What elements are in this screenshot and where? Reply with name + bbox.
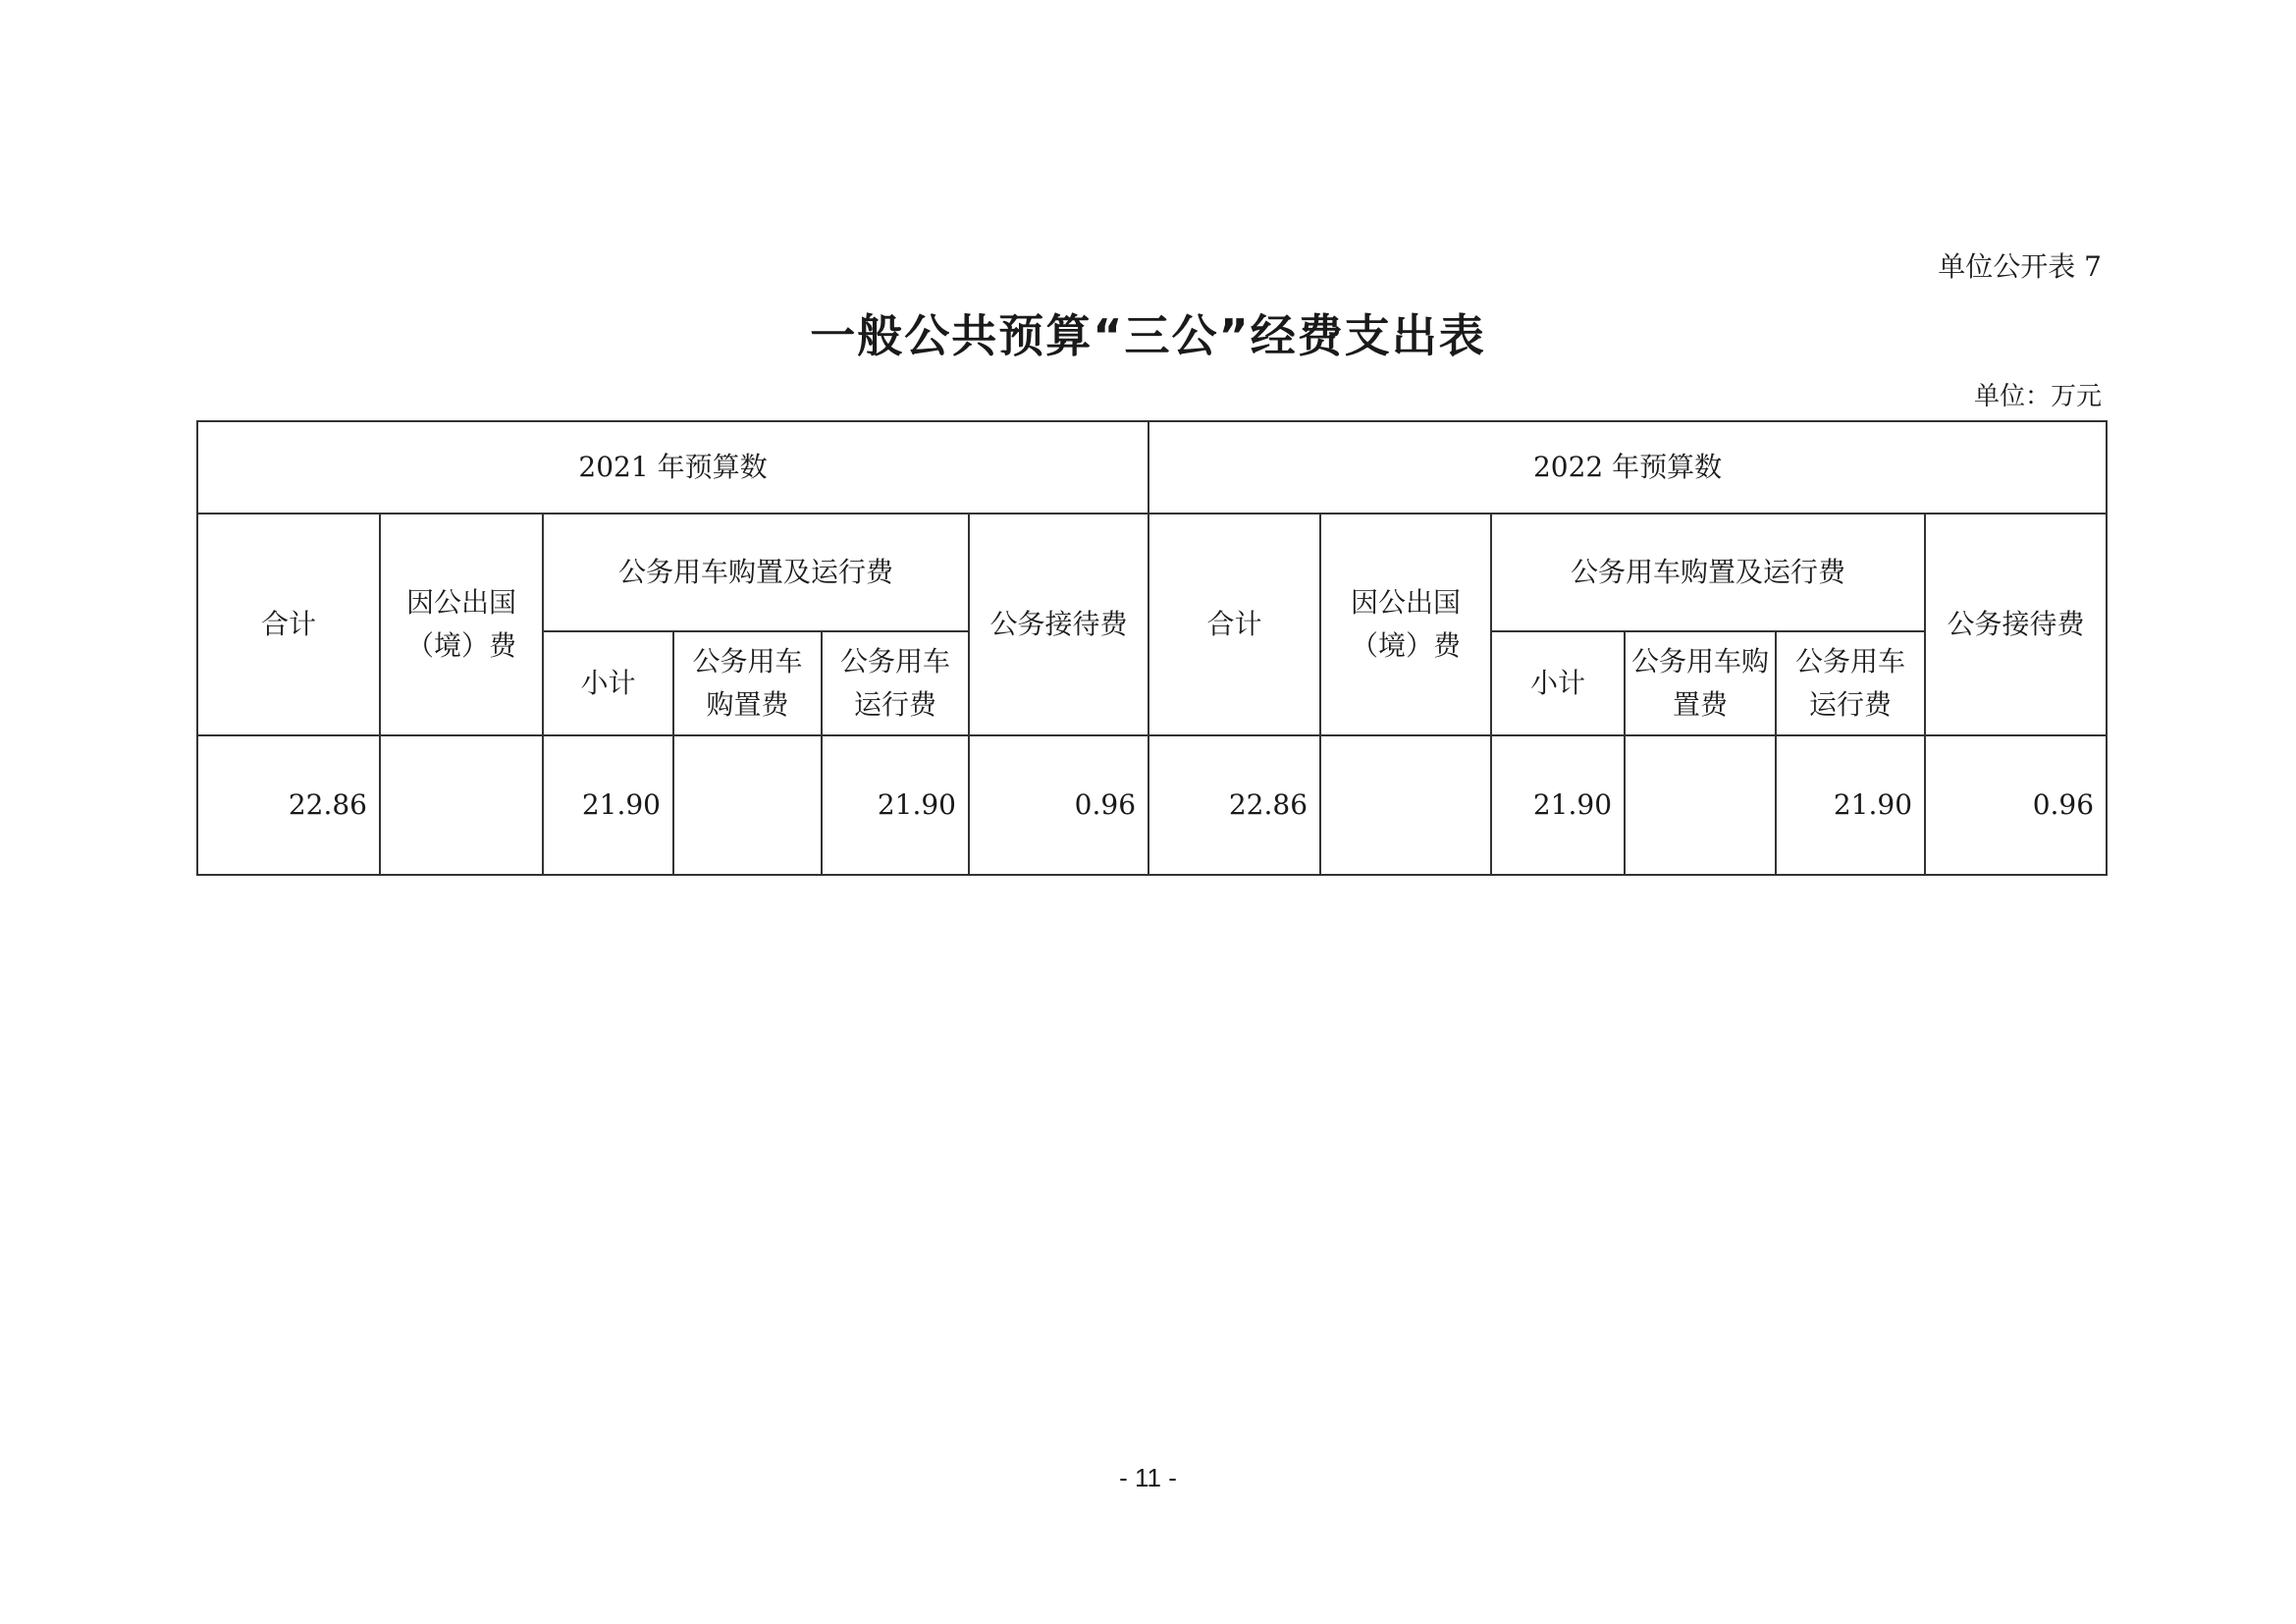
header-abroad: 因公出国（境）费 — [380, 514, 543, 735]
header-2022-budget: 2022 年预算数 — [1148, 421, 2107, 514]
header-vehicle-purchase: 公务用车购置费 — [673, 631, 822, 735]
header-vehicle-operation: 公务用车运行费 — [822, 631, 969, 735]
header-reception: 公务接待费 — [1925, 514, 2107, 735]
header-2021-budget: 2021 年预算数 — [197, 421, 1148, 514]
cell-2021-vehicle-operation: 21.90 — [822, 735, 969, 875]
header-abroad: 因公出国（境）费 — [1320, 514, 1491, 735]
header-vehicle: 公务用车购置及运行费 — [543, 514, 969, 631]
cell-2022-vehicle-subtotal: 21.90 — [1491, 735, 1625, 875]
unit-label: 单位：万元 — [1973, 382, 2102, 411]
header-vehicle-purchase: 公务用车购置费 — [1625, 631, 1776, 735]
cell-2022-vehicle-purchase — [1625, 735, 1776, 875]
cell-2022-total: 22.86 — [1148, 735, 1320, 875]
header-vehicle-operation: 公务用车运行费 — [1776, 631, 1925, 735]
cell-2022-vehicle-operation: 21.90 — [1776, 735, 1925, 875]
three-public-expenses-table — [196, 420, 2108, 876]
cell-2021-total: 22.86 — [197, 735, 380, 875]
header-subtotal: 小计 — [543, 631, 673, 735]
page-title: 一般公共预算“三公”经费支出表 — [810, 309, 1486, 362]
cell-2021-vehicle-purchase — [673, 735, 822, 875]
header-total: 合计 — [197, 514, 380, 735]
form-number: 单位公开表 7 — [1938, 250, 2102, 283]
header-subtotal: 小计 — [1491, 631, 1625, 735]
header-row-category — [197, 514, 2107, 631]
header-total: 合计 — [1148, 514, 1320, 735]
cell-2022-abroad — [1320, 735, 1491, 875]
cell-2021-vehicle-subtotal: 21.90 — [543, 735, 673, 875]
cell-2022-reception: 0.96 — [1925, 735, 2107, 875]
cell-2021-reception: 0.96 — [969, 735, 1148, 875]
cell-2021-abroad — [380, 735, 543, 875]
page-number: - 11 - — [1119, 1463, 1177, 1492]
header-vehicle: 公务用车购置及运行费 — [1491, 514, 1925, 631]
header-reception: 公务接待费 — [969, 514, 1148, 735]
header-row-year — [197, 421, 2107, 514]
table-row — [197, 735, 2107, 875]
